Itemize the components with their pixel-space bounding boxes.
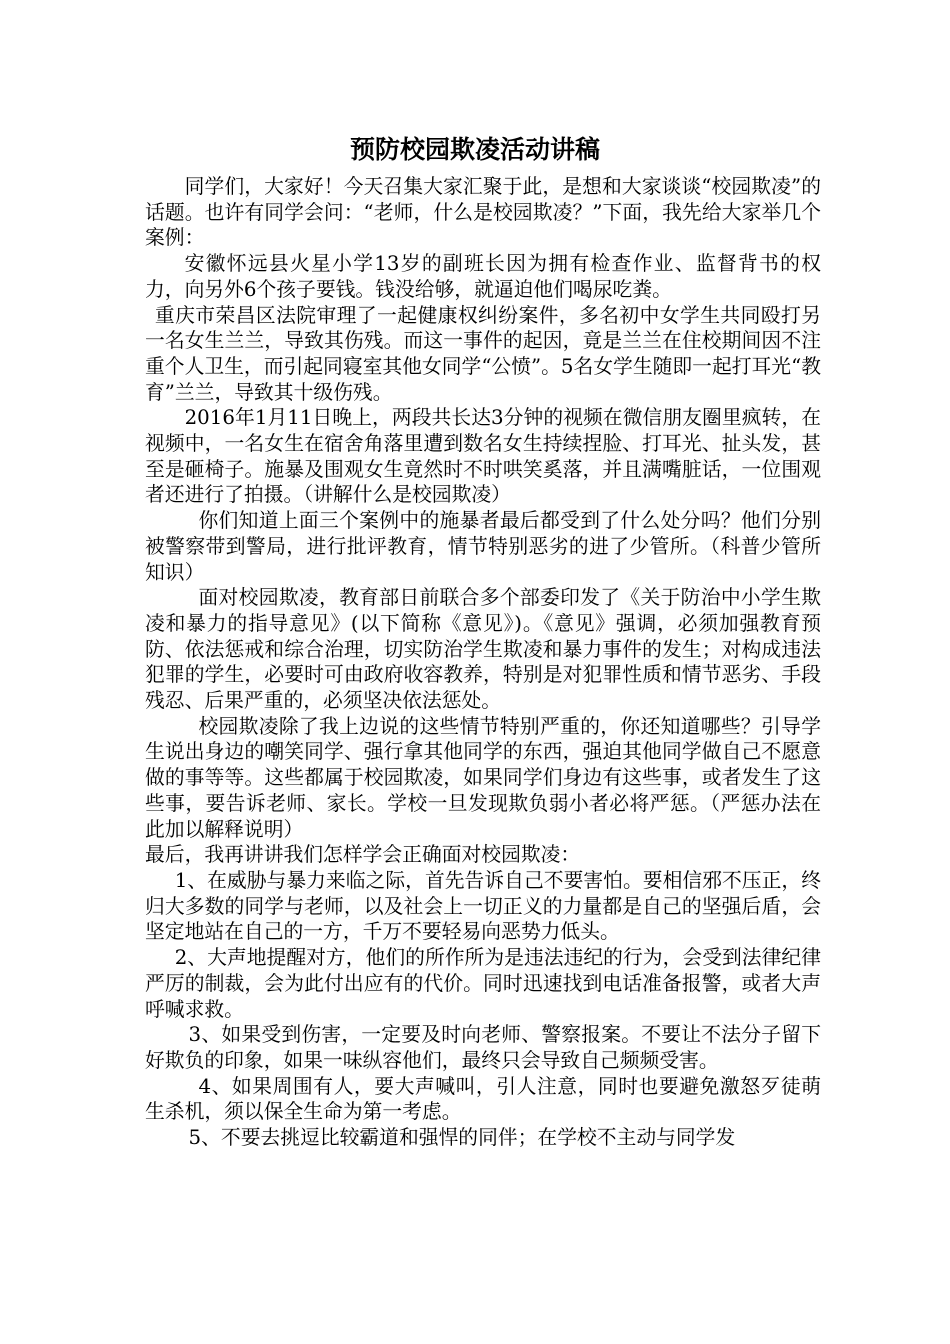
list-item-1: 1、在威胁与暴力来临之际，首先告诉自己不要害怕。要相信邪不压正，终归大多数的同学与老师，以及社会上一切正义的力量都是自己的坚强后盾，会坚定地站在自己的一方，千万不要轻易向恶势力低头。 — [145, 868, 821, 944]
paragraph-intro: 同学们，大家好！今天召集大家汇聚于此，是想和大家谈谈“校园欺凌”的话题。也许有同学会问：“老师，什么是校园欺凌？”下面，我先给大家举几个案例： — [145, 175, 821, 250]
list-item-4: 4、如果周围有人，要大声喊叫，引人注意，同时也要避免激怒歹徒萌生杀机，须以保全生命为第一考虑。 — [145, 1074, 821, 1124]
paragraph-guideline: 面对校园欺凌，教育部日前联合多个部委印发了《关于防治中小学生欺凌和暴力的指导意见》(以下简称《意见》)。《意见》强调，必须加强教育预防、依法惩戒和综合治理，切实防治学生欺凌和暴力事件的发生；对构成违法犯罪的学生，必要时可由政府收容教养，特别是对犯罪性质和情节恶劣、手段残忍、后果严重的，必须坚决依法惩处。 — [145, 586, 821, 713]
document-body — [145, 174, 821, 1151]
paragraph-other-bullying: 校园欺凌除了我上边说的这些情节特别严重的，你还知道哪些？引导学生说出身边的嘲笑同学、强行拿其他同学的东西，强迫其他同学做自己不愿意做的事等等。这些都属于校园欺凌，如果同学们身边有这些事，或者发生了这些事，要告诉老师、家长。学校一旦发现欺负弱小者必将严惩。（严惩办法在此加以解释说明） — [145, 714, 821, 841]
paragraph-case-video: 2016年1月11日晚上，两段共长达3分钟的视频在微信朋友圈里疯转，在视频中，一名女生在宿舍角落里遭到数名女生持续捏脸、打耳光、扯头发，甚至是砸椅子。施暴及围观女生竟然时不时哄笑奚落，并且满嘴脏话，一位围观者还进行了拍摄。（讲解什么是校园欺凌） — [145, 406, 821, 507]
list-item-5: 5、不要去挑逗比较霸道和强悍的同伴；在学校不主动与同学发 — [188, 1126, 736, 1150]
list-item-2: 2、大声地提醒对方，他们的所作所为是违法违纪的行为，会受到法律纪律严厉的制裁，会为此付出应有的代价。同时迅速找到电话准备报警，或者大声呼喊求救。 — [145, 946, 821, 1021]
list-item-3: 3、如果受到伤害，一定要及时向老师、警察报案。不要让不法分子留下好欺负的印象，如果一味纵容他们，最终只会导致自己频频受害。 — [145, 1023, 821, 1072]
paragraph-case-chongqing: 重庆市荣昌区法院审理了一起健康权纠纷案件，多名初中女学生共同殴打另一名女生兰兰，导致其伤残。而这一事件的起因，竟是兰兰在住校期间因不注重个人卫生，而引起同寝室其他女同学“公愤”。5名女学生随即一起打耳光“教育”兰兰，导致其十级伤残。 — [145, 303, 821, 404]
paragraph-case-anhui: 安徽怀远县火星小学13岁的副班长因为拥有检查作业、监督背书的权力，向另外6个孩子要钱。钱没给够，就逼迫他们喝尿吃粪。 — [145, 252, 821, 301]
document-title: 预防校园欺凌活动讲稿 — [349, 135, 600, 164]
paragraph-punishment: 你们知道上面三个案例中的施暴者最后都受到了什么处分吗？他们分别被警察带到警局，进行批评教育，情节特别恶劣的进了少管所。（科普少管所知识） — [145, 509, 821, 584]
paragraph-how-to-face: 最后，我再讲讲我们怎样学会正确面对校园欺凌： — [145, 843, 581, 867]
